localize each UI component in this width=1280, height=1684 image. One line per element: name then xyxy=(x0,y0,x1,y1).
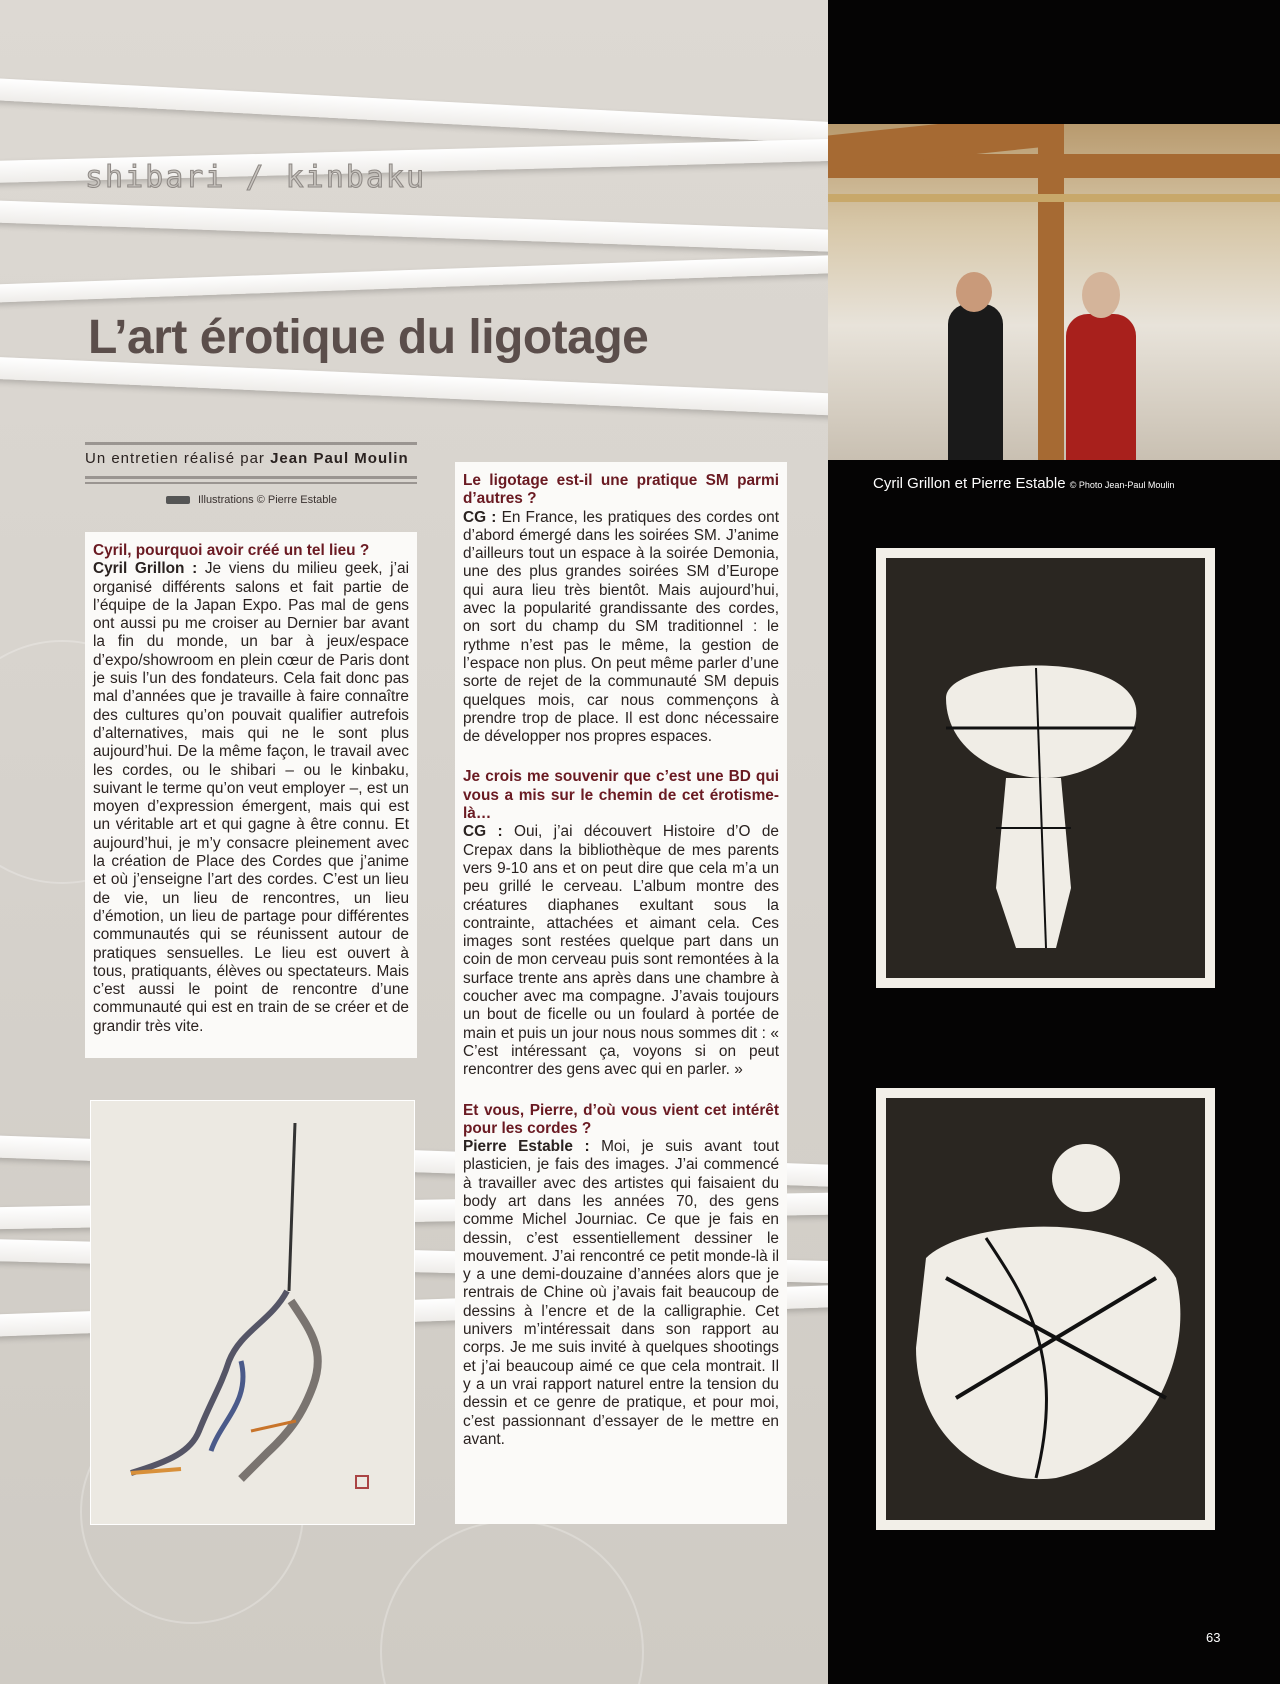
illustrations-credit: Illustrations © Pierre Estable xyxy=(166,494,337,506)
bound-figure-sketch-icon xyxy=(886,558,1205,978)
speaker-2: CG : xyxy=(463,508,497,526)
speaker-4: Pierre Estable : xyxy=(463,1138,590,1156)
interview-photo xyxy=(828,124,1280,460)
byline-rule-top xyxy=(85,442,417,445)
speaker-3: CG : xyxy=(463,823,503,841)
section-kicker: shibari / kinbaku xyxy=(85,160,427,195)
question-2: Le ligotage est-il une pratique SM parmi d’autres ? xyxy=(463,472,779,508)
byline xyxy=(85,450,417,467)
column-1 xyxy=(85,532,417,1058)
speaker-1: Cyril Grillon : xyxy=(93,560,198,578)
question-4: Et vous, Pierre, d’où vous vient cet intérêt pour les cordes ? xyxy=(463,1101,779,1137)
photo-credit: © Photo Jean-Paul Moulin xyxy=(1069,480,1175,490)
ink-illustration-1 xyxy=(90,1100,415,1525)
bound-face-sketch-icon xyxy=(886,1098,1205,1520)
answer-4: Moi, je suis avant tout plasticien, je fais des images. J’ai commencé à travailler avec des artistes qui faisaient du body art dans les années 70, des gens comme Michel Journiac. Ce que je fais en dessin, c’est essentiellement dessiner le mouvement. J’ai rencontré ce petit monde-là il y a une demi-douzaine d’années alors que je rentrais de Chine où j’avais fait beaucoup de dessins à l’encre et de la calligraphie. Cet univers m’intéressait dans son rapport au corps. Je me suis invité à quelques shootings et j’ai beaucoup aimé ce que cela montrait. Il y a un vrai rapport naturel entre la tension du dessin et ce genre de pratique, et pour moi, c’est passionnant d’essayer de le mettre en avant. xyxy=(463,1138,779,1448)
byline-prefix: Un entretien réalisé par xyxy=(85,450,265,467)
byline-author: Jean Paul Moulin xyxy=(270,450,409,467)
byline-rule-bottom xyxy=(85,482,417,484)
question-3: Je crois me souvenir que c’est une BD qui vous a mis sur le chemin de cet érotisme-là… xyxy=(463,768,779,823)
caption-text: Cyril Grillon et Pierre Estable xyxy=(873,475,1066,492)
answer-1: Je viens du milieu geek, j’ai organisé différents salons et fait partie de l’équipe de la Japan Expo. Pas mal de gens ont aussi pu me croiser au Dernier bar avant la fin du monde, un bar à jeux/espace d’expo/showroom en plein cœur de Paris dont je suis l’un des fondateurs. Cela fait donc pas mal d’années que je travaille à faire connaître des cultures qu’on pouvait qualifier autrefois d’alternatives, mais qui ne le sont plus aujourd’hui. De la même façon, le travail avec les cordes, ou le shibari – ou le kinbaku, suivant le terme qu’on veut employer –, est un moyen d’expression émergent, mais qui est un véritable art et qui gagne à être connu. Et aujourd’hui, je m’y consacre pleinement avec la création de Place des Cordes que j’anime et où j’enseigne l’art des cordes. C’est un lieu de vie, un lieu de rencontres, un lieu d’émotion, un lieu de partage pour différentes communautés qui se réunissent autour de pratiques sensuelles. Le lieu est ouvert à tous, pratiquants, élèves ou spectateurs. Mais c’est aussi le point de rencontre d’une communauté qui est en train de se créer et de grandir très vite. xyxy=(93,560,409,1035)
page-number: 63 xyxy=(1206,1630,1221,1645)
question-1: Cyril, pourquoi avoir créé un tel lieu ? xyxy=(93,542,370,559)
answer-2: En France, les pratiques des cordes ont d’abord émergé dans les soirées SM. J’anime d’ailleurs tout un espace à la soirée Demonia, une des plus grandes soirées SM d’Europe qui aura lieu très bientôt. Mais aujourd’hui, avec la popularité grandissante des cordes, on sort du champ du SM traditionnel : le rythme n’est pas le même, la gestion de l’espace non plus. On peut même parler d’une sorte de rejet de la communauté SM depuis quelques mois, car nous commençons à prendre trop de place. Il est donc nécessaire de développer nos propres espaces. xyxy=(463,508,779,746)
figure-sketch-icon xyxy=(91,1101,416,1526)
ink-illustration-2 xyxy=(876,548,1215,988)
ink-illustration-3 xyxy=(876,1088,1215,1530)
article-title: L’art érotique du ligotage xyxy=(88,311,649,364)
column-2 xyxy=(455,462,787,1524)
answer-3: Oui, j’ai découvert Histoire d’O de Crepax dans la bibliothèque de mes parents vers 9-10 ans et on peut dire que cela m’a un peu grillé le cerveau. L’album montre des créatures diaphanes exultant sous la contrainte, attachées et aimant cela. Ces images sont restées quelque part dans un coin de mon cerveau puis sont remontées à la surface trente ans après dans une chambre à coucher avec ma compagne. J’avais toujours un bout de ficelle ou un foulard à portée de main et puis un jour nous nous sommes dit : « C’est intéressant ça, voyons si on peut rencontrer des gens avec qui en parler. » xyxy=(463,823,779,1079)
byline-rule-mid xyxy=(85,476,417,479)
pointing-hand-icon xyxy=(166,496,190,504)
photo-caption xyxy=(873,475,1174,492)
